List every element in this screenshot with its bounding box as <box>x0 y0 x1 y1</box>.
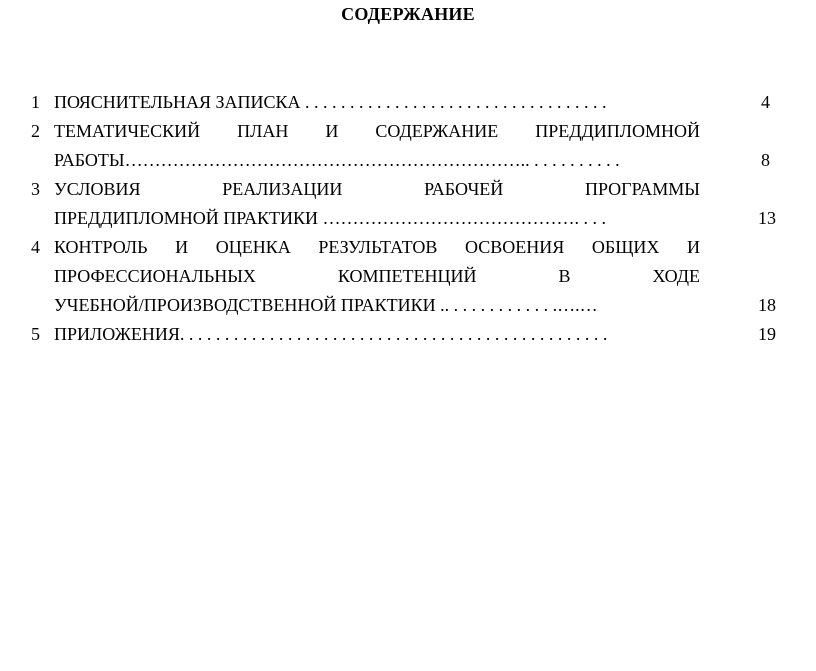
toc-entry-number: 3 <box>31 179 40 199</box>
toc-entry-4 <box>0 233 816 320</box>
toc-entry-page: 13 <box>758 208 776 228</box>
toc-entry-5 <box>0 320 816 349</box>
toc-entry-page: 4 <box>761 92 770 112</box>
toc-entry-page: 8 <box>761 150 770 170</box>
toc-entry-text: ТЕМАТИЧЕСКИЙ ПЛАН И СОДЕРЖАНИЕ ПРЕДДИПЛОМНОЙ <box>54 121 700 141</box>
toc-entry-page: 18 <box>758 295 776 315</box>
toc-entry-text: ПРИЛОЖЕНИЯ. . . . . . . . . . . . . . . . . . . . . . . . . . . . . . . . . . . . . . . . . . . . . . . . <box>54 324 608 344</box>
table-of-contents <box>0 88 816 349</box>
document-title: СОДЕРЖАНИЕ <box>341 4 475 24</box>
toc-entry-number: 1 <box>31 92 40 112</box>
toc-entry-text: УСЛОВИЯ РЕАЛИЗАЦИИ РАБОЧЕЙ ПРОГРАММЫ <box>54 179 700 199</box>
toc-entry-text: ПРОФЕССИОНАЛЬНЫХ КОМПЕТЕНЦИЙ В ХОДЕ <box>54 266 700 286</box>
toc-entry-text: РАБОТЫ………………………………………………………….. . . . . . . . . . . <box>54 150 620 170</box>
toc-entry-number: 4 <box>31 237 40 257</box>
toc-entry-text: УЧЕБНОЙ/ПРОИЗВОДСТВЕННОЙ ПРАКТИКИ .. . . . . . . . . . . . .….… <box>54 295 598 315</box>
toc-entry-page: 19 <box>758 324 776 344</box>
toc-entry-text: КОНТРОЛЬ И ОЦЕНКА РЕЗУЛЬТАТОВ ОСВОЕНИЯ ОБЩИХ И <box>54 237 700 257</box>
toc-entry-2 <box>0 117 816 175</box>
toc-entry-text: ПОЯСНИТЕЛЬНАЯ ЗАПИСКА . . . . . . . . . . . . . . . . . . . . . . . . . . . . . . . . . . <box>54 92 607 112</box>
toc-entry-1 <box>0 88 816 117</box>
toc-entry-text: ПРЕДДИПЛОМНОЙ ПРАКТИКИ ……………………………………. . . . <box>54 208 606 228</box>
toc-entry-number: 5 <box>31 324 40 344</box>
toc-entry-3 <box>0 175 816 233</box>
toc-entry-number: 2 <box>31 121 40 141</box>
